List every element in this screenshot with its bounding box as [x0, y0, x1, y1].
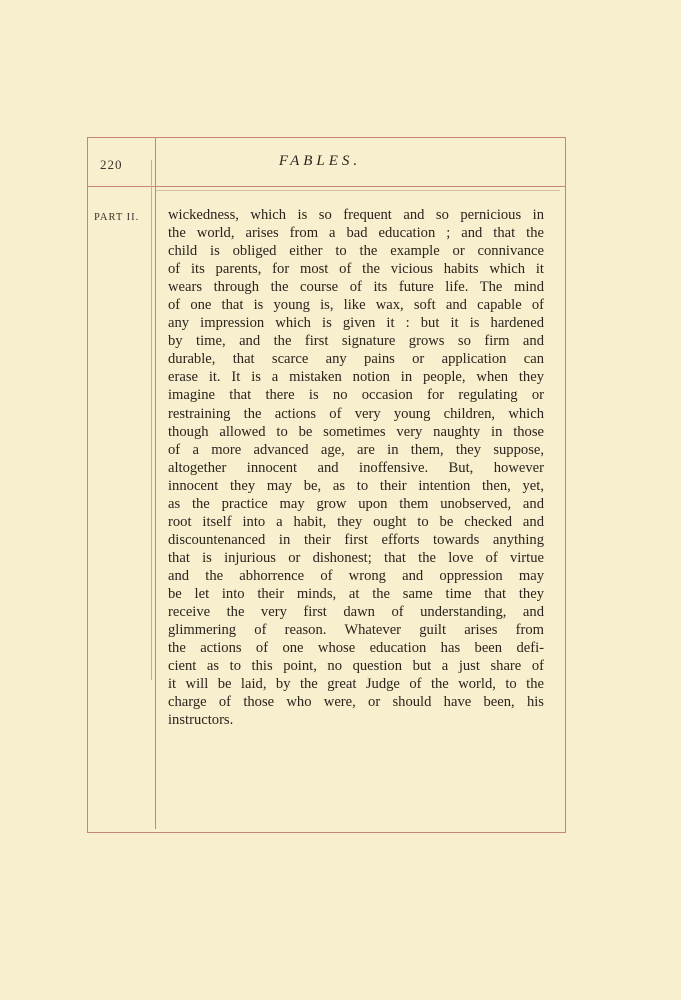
text-line: durable, that scarce any pains or application can [168, 351, 544, 368]
text-line: that is injurious or dishonest; that the love of virtue [168, 549, 544, 566]
text-line: wears through the course of its future life. The mind [168, 279, 544, 296]
text-line: by time, and the first signature grows so firm and [168, 333, 544, 350]
text-line: restraining the actions of very young children, which [168, 405, 544, 422]
running-title: FABLES. [278, 153, 362, 169]
text-line: and the abhorrence of wrong and oppression may [168, 567, 544, 584]
page-number: 220 [100, 157, 123, 172]
text-line: wickedness, which is so frequent and so pernicious in [168, 207, 544, 223]
margin-column-rule [155, 137, 156, 829]
text-line: cient as to this point, no question but a just share of [168, 658, 544, 675]
text-line: imagine that there is no occasion for regulating or [168, 387, 544, 404]
text-line: instructors. [168, 712, 234, 729]
text-line: as the practice may grow upon them unobserved, and [168, 495, 544, 512]
text-line: innocent they may be, as to their intention then, yet, [168, 477, 544, 494]
text-line: receive the very first dawn of understanding, and [168, 604, 544, 621]
text-line: the world, arises from a bad education ; and that the [168, 225, 544, 242]
text-line: altogether innocent and inoffensive. But, however [168, 459, 544, 476]
text-line: of one that is young is, like wax, soft and capable of [168, 297, 544, 314]
text-line: it will be laid, by the great Judge of the world, to the [168, 676, 544, 693]
header-rule [87, 186, 566, 187]
text-line: though allowed to be sometimes very naughty in those [168, 423, 544, 440]
text-line: child is obliged either to the example or connivance [168, 243, 544, 260]
text-line: glimmering of reason. Whatever guilt arises from [168, 622, 544, 639]
text-line: be let into their minds, at the same time that they [168, 585, 544, 602]
text-line: discountenanced in their first efforts towards anything [168, 531, 544, 548]
text-line: root itself into a habit, they ought to be checked and [168, 513, 544, 530]
text-line: erase it. It is a mistaken notion in people, when they [168, 369, 544, 386]
text-line: any impression which is given it : but it is hardened [168, 315, 544, 332]
text-line: charge of those who were, or should have been, his [168, 694, 544, 711]
body-paragraph [168, 206, 544, 729]
header-rule-inner [155, 190, 560, 191]
text-line: of its parents, for most of the vicious habits which it [168, 261, 544, 278]
margin-column-rule-inner [151, 160, 152, 680]
margin-part-label: PART II. [94, 212, 140, 223]
text-line: the actions of one whose education has been defi- [168, 640, 544, 657]
text-line: of a more advanced age, are in them, they suppose, [168, 441, 544, 458]
